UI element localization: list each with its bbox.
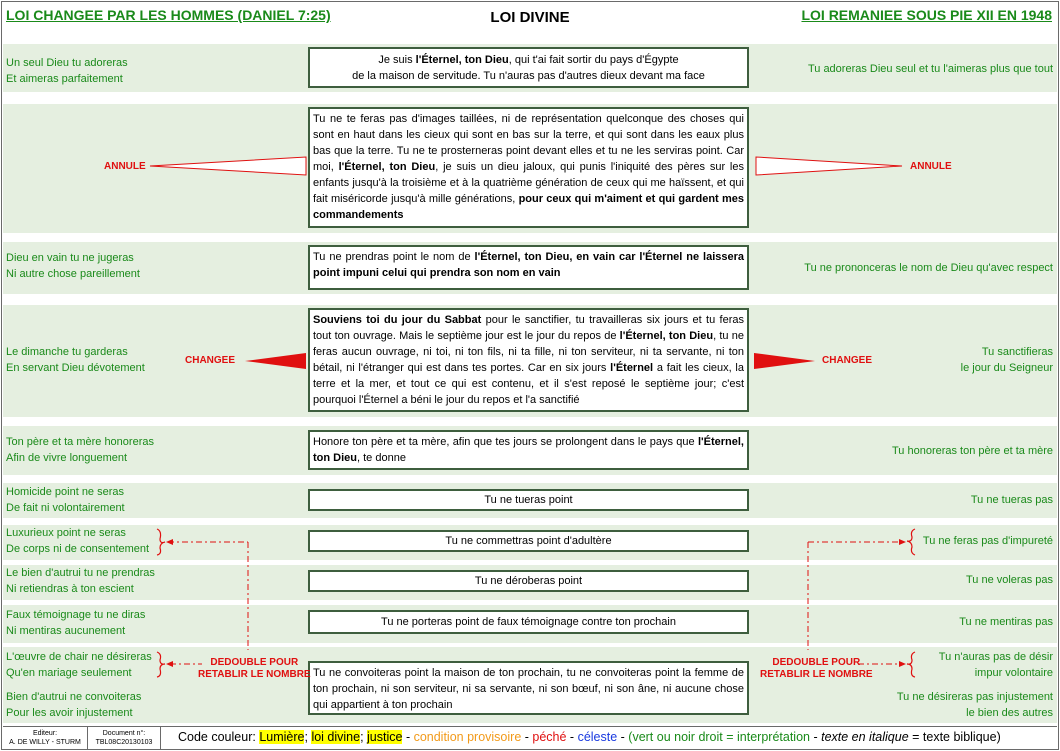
divine-law-segment: , te donne <box>357 452 406 464</box>
legend-sep: - <box>566 730 578 744</box>
dedouble-right-line2: RETABLIR LE NOMBRE <box>760 669 873 680</box>
legend-celeste: céleste <box>577 730 618 744</box>
changed-law-line: Un seul Dieu tu adoreras <box>6 57 128 69</box>
header-center-title: LOI DIVINE <box>490 9 570 26</box>
footer-editor <box>3 727 88 749</box>
divine-law-segment: , je suis un dieu jaloux, qui punis l'iniquité des pères sur les enfants jusqu'à la troisième et à la quatrième génération de ceux qui me haïssent, et qui fait miséricorde jusqu'à mille générations, <box>313 161 744 205</box>
divine-law-segment: Tu ne prendras point le nom de <box>313 251 475 263</box>
divine-law-segment: Tu ne tueras point <box>484 494 573 506</box>
changed-law-line: Et aimeras parfaitement <box>6 73 123 85</box>
changed-law-line: Le dimanche tu garderas <box>6 346 128 358</box>
right-arrowhead-top <box>899 539 906 545</box>
left-arrowhead-bottom <box>166 661 173 667</box>
right-arrowhead-bottom <box>899 661 906 667</box>
color-legend <box>178 730 1001 744</box>
changed-law-line: Ni mentiras aucunement <box>6 625 126 637</box>
divine-law-bold: l'Éternel, ton Dieu <box>313 436 744 464</box>
annule-right-label: ANNULE <box>910 161 952 172</box>
annule-right-arrow <box>756 157 902 175</box>
legend-condition: condition provisoire <box>413 730 522 744</box>
changed-law-line: Afin de vivre longuement <box>6 452 128 464</box>
divine-law-bold: pour ceux qui m'aiment et qui gardent mes commandements <box>313 193 744 221</box>
header-right-title: LOI REMANIEE SOUS PIE XII EN 1948 <box>801 7 1052 23</box>
legend-interpretation: (vert ou noir droit = interprétation <box>628 730 810 744</box>
revised-law-line: Tu ne mentiras pas <box>959 616 1053 628</box>
right-bracket-bottom <box>907 652 915 677</box>
revised-law-line: Tu n'auras pas de désir <box>938 651 1053 663</box>
changed-law-line: L'œuvre de chair ne désireras <box>6 651 152 663</box>
divine-law-segment: Je suis <box>378 53 416 66</box>
legend-peche: péché <box>532 730 567 744</box>
revised-law-line: Tu ne prononceras le nom de Dieu qu'avec respect <box>804 262 1053 274</box>
footer-editor-value: A. DE WILLY - STURM <box>9 739 81 746</box>
changed-law-line: De corps ni de consentement <box>6 543 150 555</box>
revised-law-line: Tu ne tueras pas <box>970 494 1053 506</box>
divine-law-segment: Tu ne commettras point d'adultère <box>445 535 612 547</box>
footer-document <box>88 727 161 749</box>
divine-law-segment: Honore ton père et ta mère, afin que tes jours se prolongent dans le pays que <box>313 436 698 448</box>
changed-law-line: Le bien d'autrui tu ne prendras <box>6 567 155 579</box>
revised-law-line: le bien des autres <box>966 707 1053 719</box>
legend-sep: ; <box>360 730 368 744</box>
divine-law-bold: l'Éternel, ton Dieu, en vain car l'Éternel ne laissera point impuni celui qui prendra son nom en vain <box>313 251 744 279</box>
changed-law-line: Luxurieux point ne seras <box>6 527 126 539</box>
changed-law-line: Ni retiendras à ton escient <box>6 583 134 595</box>
dedouble-right-label <box>760 657 873 681</box>
legend-loi-divine: loi divine <box>311 730 361 744</box>
change-right-label: CHANGEE <box>822 355 873 366</box>
change-right-arrow <box>754 353 815 369</box>
right-bracket-top <box>907 529 915 555</box>
legend-suffix: = texte biblique) <box>908 730 1001 744</box>
footer-doc-value: TBL08C20130103 <box>95 739 153 746</box>
legend-sep: - <box>521 730 533 744</box>
revised-law-line: Tu ne feras pas d'impureté <box>922 535 1053 547</box>
divine-law-segment: de la maison de servitude. Tu n'auras pas d'autres dieux devant ma face <box>352 69 705 82</box>
divine-law-bold: Souviens toi du jour du Sabbat <box>313 314 482 326</box>
changed-law-line: Dieu en vain tu ne jugeras <box>6 252 134 264</box>
divine-law-bold: l'Éternel, ton Dieu <box>619 330 714 342</box>
divine-law-segment: Tu ne porteras point de faux témoignage contre ton prochain <box>381 616 676 628</box>
legend-italic: texte en italique <box>821 730 909 744</box>
divine-law-segment: a fait les cieux, la terre et la mer, et tout ce qui est contenu, et il s'est reposé le septième jour; c'est pourquoi l'Éternel a béni le jour du repos et l'a sanctifié <box>313 362 744 406</box>
divine-law-segment: , tu ne feras aucun ouvrage, ni toi, ni ton fils, ni ta fille, ni ton serviteur, ni ta servante, ni ton bétail, ni l'étranger qui est dans tes portes. Car en six jours <box>313 330 744 374</box>
divine-law-segment: pour le sanctifier, tu travailleras six jours et tu feras tout ton ouvrage. Mais le septième jour est le jour du repos de <box>313 314 744 342</box>
changed-law-line: Faux témoignage tu ne diras <box>6 609 146 621</box>
annule-left-arrow <box>150 157 306 175</box>
revised-law-line: le jour du Seigneur <box>960 362 1053 374</box>
legend-sep: - <box>617 730 629 744</box>
annule-left-label: ANNULE <box>104 161 146 172</box>
revised-law-line: Tu ne voleras pas <box>965 574 1053 586</box>
revised-law-line: Tu ne désireras pas injustement <box>896 691 1053 703</box>
legend-sep: - <box>809 730 822 744</box>
changed-law-line: Homicide point ne seras <box>6 486 125 498</box>
header-left-title: LOI CHANGEE PAR LES HOMMES (DANIEL 7:25) <box>6 7 331 23</box>
legend-justice: justice <box>367 730 403 744</box>
change-left-label: CHANGEE <box>185 355 236 366</box>
divine-law-segment: Tu ne te feras pas d'images taillées, ni de représentation quelconque des choses qui sont en haut dans les cieux qui sont en bas sur la terre, et qui sont dans les eaux plus bas que la terre. Tu ne te prosterneras point devant elles et tu ne les serviras point. Car moi, <box>313 113 744 173</box>
changed-law-line: En servant Dieu dévotement <box>6 362 145 374</box>
change-left-arrow <box>245 353 306 369</box>
changed-law-line: Ni autre chose pareillement <box>6 268 140 280</box>
divine-law-bold: l'Éternel, ton Dieu <box>338 161 436 173</box>
legend-sep: ; <box>304 730 312 744</box>
legend-prefix: Code couleur: <box>178 730 260 744</box>
legend-lumiere: Lumière <box>259 730 305 744</box>
divine-law-bold: l'Éternel <box>610 362 654 374</box>
footer <box>3 726 1057 749</box>
divine-law-bold: l'Éternel, ton Dieu <box>415 53 509 66</box>
divine-law-segment: Tu ne convoiteras point la maison de ton prochain, tu ne convoiteras point la femme de ton prochain, ni son serviteur, ni sa servante, ni son bœuf, ni son âne, ni aucune chose qui appartient à ton prochain <box>313 667 744 711</box>
divine-law-segment: , qui t'ai fait sortir du pays d'Égypte <box>508 53 679 66</box>
dedouble-right-line1: DEDOUBLE POUR <box>772 657 861 668</box>
left-bracket-top <box>157 529 165 555</box>
footer-editor-label: Editeur: <box>32 730 58 737</box>
revised-law-line: impur volontaire <box>974 667 1053 679</box>
dedouble-left-line1: DEDOUBLE POUR <box>210 657 299 668</box>
dedouble-left-label <box>198 657 311 681</box>
divine-law-segment: Tu ne déroberas point <box>474 575 583 587</box>
changed-law-line: Ton père et ta mère honoreras <box>6 436 154 448</box>
dedouble-left-line2: RETABLIR LE NOMBRE <box>198 669 311 680</box>
revised-law-line: Tu adoreras Dieu seul et tu l'aimeras plus que tout <box>807 63 1053 75</box>
changed-law-line: De fait ni volontairement <box>6 502 125 514</box>
left-arrowhead-top <box>166 539 173 545</box>
revised-law-line: Tu honoreras ton père et ta mère <box>891 445 1053 457</box>
changed-law-line: Qu'en mariage seulement <box>6 667 132 679</box>
legend-sep: - <box>402 730 414 744</box>
revised-law-line: Tu sanctifieras <box>981 346 1053 358</box>
footer-doc-label: Document n°: <box>102 730 146 737</box>
changed-law-line: Bien d'autrui ne convoiteras <box>6 691 142 703</box>
left-bracket-bottom <box>157 652 165 677</box>
changed-law-line: Pour les avoir injustement <box>6 707 133 719</box>
